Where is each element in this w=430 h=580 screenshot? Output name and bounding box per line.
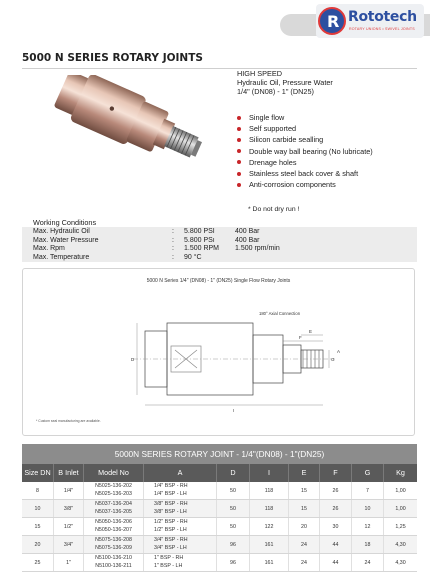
product-photo <box>30 75 215 195</box>
feature-item: Silicon carbide sealling <box>237 134 373 145</box>
table-cell-i: 161 <box>250 554 289 571</box>
table-cell-a <box>144 482 217 499</box>
table-cell-d: 96 <box>217 536 250 553</box>
headline-speed: HIGH SPEED <box>237 69 283 78</box>
table-cell-e: 20 <box>289 518 320 535</box>
wc-value-imperial: 1.500 RPM <box>184 245 220 252</box>
table-cell-i: 161 <box>250 536 289 553</box>
col-header: I <box>250 464 289 482</box>
table-row <box>22 518 417 536</box>
table-cell-kg: 1,25 <box>395 523 406 530</box>
table-cell-models <box>84 554 144 571</box>
table-cell-models <box>84 482 144 499</box>
wc-colon: : <box>172 253 174 261</box>
table-cell-kg: 1,00 <box>395 505 406 512</box>
spec-table-title: 5000N SERIES ROTARY JOINT - 1/4"(DN08) - 1"(DN25) <box>22 444 417 464</box>
table-cell-kg: 1,00 <box>395 487 406 494</box>
table-cell-models <box>84 500 144 517</box>
col-header: E <box>289 464 320 482</box>
table-cell-f: 26 <box>320 482 352 499</box>
table-cell-e: 24 <box>289 536 320 553</box>
table-cell-line: N5050-136-207 <box>95 526 132 533</box>
table-cell-f: 44 <box>320 536 352 553</box>
dimension-g-label: G <box>331 357 335 362</box>
col-header: G <box>352 464 384 482</box>
dimension-i-label: I <box>233 408 235 413</box>
table-cell-f: 26 <box>320 500 352 517</box>
table-cell-g: 12 <box>352 518 384 535</box>
title-divider <box>22 68 417 69</box>
feature-item: Double way ball bearing (No lubricate) <box>237 146 373 157</box>
table-cell-line: N5050-136-206 <box>95 519 132 525</box>
col-header: Model No <box>84 464 144 482</box>
spec-table <box>22 444 417 572</box>
wc-label: Max. Rpm <box>33 245 65 252</box>
dry-run-warning: * Do not dry run ! <box>248 206 300 213</box>
feature-item: Drenage holes <box>237 157 373 168</box>
table-cell-f: 30 <box>320 518 352 535</box>
table-cell-line: 3/4" BSP - LH <box>154 544 187 551</box>
wc-label: Max. Hydraulic Oil <box>33 228 90 235</box>
wc-value-imperial: 5.800 PSI <box>184 228 215 235</box>
table-cell-g: 10 <box>352 500 384 517</box>
col-header: D <box>217 464 250 482</box>
table-cell-line: 3/8" BSP - LH <box>154 508 187 515</box>
table-cell-line: 3/8" BSP - RH <box>154 501 188 507</box>
wc-value-metric: 1.500 rpm/min <box>235 245 280 252</box>
table-cell-dn: 20 <box>22 536 54 553</box>
table-cell-a <box>144 518 217 535</box>
table-cell-line: 1" BSP - RH <box>154 555 184 561</box>
table-cell-models <box>84 536 144 553</box>
table-cell-line: N5075-136-209 <box>95 544 132 551</box>
table-cell-line: N5037-136-204 <box>95 501 132 507</box>
working-conditions-title: Working Conditions <box>33 218 97 227</box>
table-cell-inlet: 1/2" <box>54 518 84 535</box>
table-cell-line: N5025-136-203 <box>95 490 132 497</box>
wc-value-imperial: 5.800 PSı <box>184 236 215 244</box>
wc-label: Max. Water Pressure <box>33 236 99 244</box>
working-conditions-table <box>22 227 417 262</box>
table-cell-e: 24 <box>289 554 320 571</box>
wc-value-imperial: 90 °C <box>184 253 202 261</box>
feature-item: Self supported <box>237 123 373 134</box>
table-row <box>22 536 417 554</box>
table-cell-line: N5025-136-202 <box>95 483 132 489</box>
custom-seal-note: * Custom seal manufacturing are available. <box>36 419 101 423</box>
table-cell-line: 3/4" BSP - RH <box>154 537 188 543</box>
technical-drawing-panel <box>22 268 415 436</box>
table-cell-a <box>144 554 217 571</box>
brand-header <box>0 0 430 40</box>
table-cell-g: 24 <box>352 554 384 571</box>
table-cell-line: 1" BSP - LH <box>154 562 183 569</box>
col-header: Size DN <box>22 464 54 482</box>
dimension-e-label: E <box>309 329 313 334</box>
table-cell-f: 44 <box>320 554 352 571</box>
table-cell-a <box>144 536 217 553</box>
wc-colon: : <box>172 245 174 252</box>
headline-size-range: 1/4" (DN08) - 1" (DN25) <box>237 87 314 97</box>
table-cell-i: 122 <box>250 518 289 535</box>
table-cell-kg: 4,30 <box>395 541 406 548</box>
rotary-joint-drawing <box>123 317 363 417</box>
table-cell-dn: 8 <box>22 482 54 499</box>
table-cell-dn: 15 <box>22 518 54 535</box>
dimension-d-label: D <box>131 357 135 362</box>
wc-value-metric: 400 Bar <box>235 228 260 235</box>
logo-mark-icon: R <box>318 7 346 35</box>
product-headline <box>237 69 333 97</box>
table-cell-i: 118 <box>250 482 289 499</box>
spec-table-header <box>22 464 417 482</box>
table-cell-inlet: 3/4" <box>54 536 84 553</box>
table-cell-line: N5100-136-210 <box>95 555 132 561</box>
feature-list <box>237 112 373 190</box>
table-cell-d: 96 <box>217 554 250 571</box>
headline-media: Hydraulic Oil, Pressure Water <box>237 78 333 88</box>
col-header: F <box>320 464 352 482</box>
table-cell-d: 50 <box>217 518 250 535</box>
table-cell-line: 1/4" BSP - RH <box>154 483 188 489</box>
table-cell-e: 15 <box>289 500 320 517</box>
table-row <box>22 500 417 518</box>
wc-colon: : <box>172 236 174 244</box>
table-cell-g: 7 <box>352 482 384 499</box>
table-cell-line: N5100-136-211 <box>95 562 132 569</box>
table-cell-models <box>84 518 144 535</box>
table-cell-line: N5037-136-205 <box>95 508 132 515</box>
brand-logo <box>316 4 424 38</box>
axial-connection-label: 180° Axial Connection <box>259 311 301 316</box>
table-cell-i: 118 <box>250 500 289 517</box>
table-cell-e: 15 <box>289 482 320 499</box>
table-cell-d: 50 <box>217 482 250 499</box>
feature-item: Stainless steel back cover & shaft <box>237 168 373 179</box>
wc-value-metric: 400 Bar <box>235 236 260 244</box>
spec-table-body <box>22 482 417 572</box>
wc-colon: : <box>172 228 174 235</box>
col-header: A <box>144 464 217 482</box>
table-cell-g: 18 <box>352 536 384 553</box>
dimension-f-label: F <box>299 335 302 340</box>
table-cell-inlet: 3/8" <box>54 500 84 517</box>
table-cell-kg: 4,30 <box>395 559 406 566</box>
table-cell-line: 1/4" BSP - LH <box>154 490 187 497</box>
brand-name: Rototech <box>348 9 417 25</box>
table-cell-dn: 25 <box>22 554 54 571</box>
col-header: B Inlet <box>54 464 84 482</box>
table-cell-line: N5075-136-208 <box>95 537 132 543</box>
drawing-title: 5000 N Series 1/4" (DN08) - 1" (DN25) Single Flow Rotary Joints <box>146 278 291 284</box>
col-header: Kg <box>396 468 405 477</box>
brand-tagline: ROTARY UNIONS • SWIVEL JOINTS <box>349 27 415 31</box>
wc-label: Max. Temperature <box>33 253 90 261</box>
dimension-a-label: A <box>337 349 341 354</box>
table-cell-inlet: 1" <box>54 554 84 571</box>
table-cell-d: 50 <box>217 500 250 517</box>
table-cell-inlet: 1/4" <box>54 482 84 499</box>
table-cell-a <box>144 500 217 517</box>
table-cell-line: 1/2" BSP - RH <box>154 519 188 525</box>
feature-item: Anti-corrosion components <box>237 179 373 190</box>
feature-item: Single flow <box>237 112 373 123</box>
table-row <box>22 554 417 572</box>
table-cell-dn: 10 <box>22 500 54 517</box>
table-cell-line: 1/2" BSP - LH <box>154 526 187 533</box>
table-row <box>22 482 417 500</box>
page-title: 5000 N SERIES ROTARY JOINTS <box>22 52 203 64</box>
